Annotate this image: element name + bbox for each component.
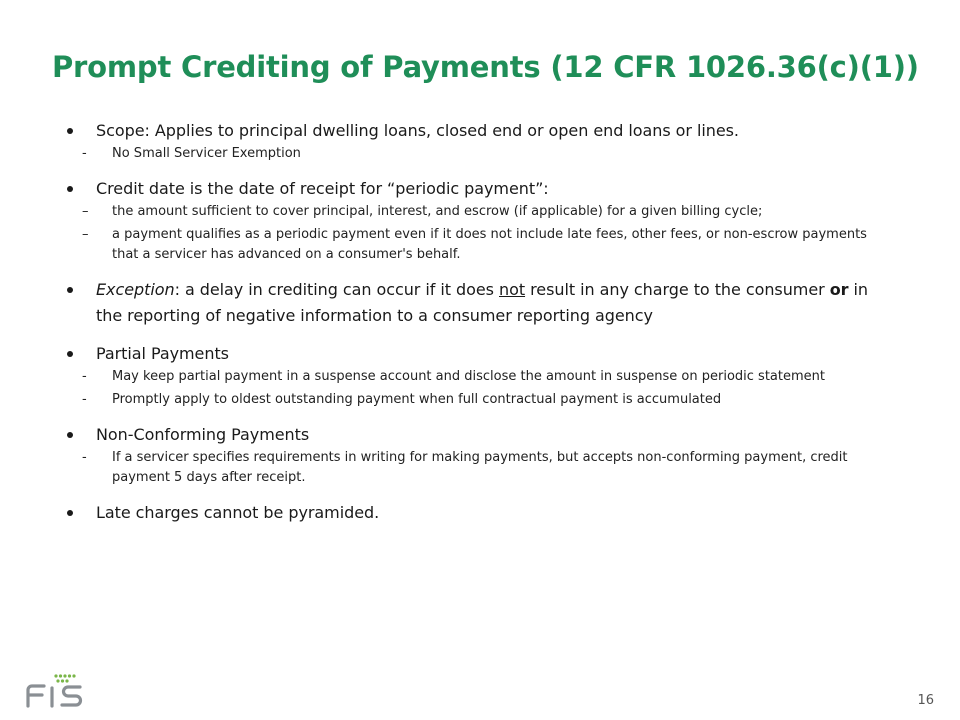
exception-text-3: in the reporting of negative information to a consumer reporting agency [96, 280, 869, 325]
exception-or: or [829, 280, 849, 299]
page-number: 16 [917, 693, 934, 708]
sub-bullet-text: May keep partial payment in a suspense account and disclose the amount in suspense on periodic statement [112, 369, 825, 384]
bullet-dot-icon [67, 186, 73, 192]
dash-icon: - [82, 146, 87, 161]
bullet-exception [64, 277, 894, 329]
dash-icon: - [82, 392, 87, 407]
bullet-dot-icon [67, 432, 73, 438]
bullet-late-charges [64, 500, 894, 526]
dash-icon: – [82, 204, 89, 219]
sub-bullet-text: Promptly apply to oldest outstanding payment when full contractual payment is accumulated [112, 392, 722, 407]
sub-bullet [64, 448, 894, 488]
dash-icon: - [82, 369, 87, 384]
exception-text-2: result in any charge to the consumer [525, 280, 830, 299]
sub-bullet-text: the amount sufficient to cover principal, interest, and escrow (if applicable) for a given billing cycle; [112, 204, 763, 219]
bullet-dot-icon [67, 128, 73, 134]
sub-bullet [64, 144, 894, 164]
sub-bullet-text: No Small Servicer Exemption [112, 146, 301, 161]
slide-title: Prompt Crediting of Payments (12 CFR 1026.36(c)(1)) [52, 50, 919, 84]
bullet-dot-icon [67, 510, 73, 516]
bullet-scope [64, 118, 894, 144]
bullet-dot-icon [67, 287, 73, 293]
bullet-partial-payments [64, 341, 894, 367]
bullet-text: Credit date is the date of receipt for “periodic payment”: [96, 179, 549, 198]
sub-bullet [64, 225, 894, 265]
bullet-dot-icon [67, 351, 73, 357]
bullet-text: Scope: Applies to principal dwelling loans, closed end or open end loans or lines. [96, 121, 739, 140]
dash-icon: – [82, 227, 89, 242]
exception-text-1: : a delay in crediting can occur if it does [174, 280, 499, 299]
sub-bullet [64, 367, 894, 387]
sub-bullet [64, 390, 894, 410]
bullet-text: Partial Payments [96, 344, 229, 363]
bullet-credit-date [64, 176, 894, 202]
bullet-non-conforming [64, 422, 894, 448]
exception-label: Exception [96, 280, 175, 299]
bullet-list [64, 118, 894, 526]
sub-bullet-text: If a servicer specifies requirements in writing for making payments, but accepts non-conforming payment, credit payment 5 days after receipt. [112, 450, 848, 485]
bullet-text: Late charges cannot be pyramided. [96, 503, 380, 522]
bullet-text: Non-Conforming Payments [96, 425, 310, 444]
fis-logo-icon [22, 670, 98, 710]
sub-bullet-text: a payment qualifies as a periodic payment even if it does not include late fees, other fees, or non-escrow payments that a servicer has advanced on a consumer's behalf. [112, 227, 867, 262]
dash-icon: - [82, 450, 87, 465]
exception-not: not [499, 280, 526, 299]
sub-bullet [64, 202, 894, 222]
